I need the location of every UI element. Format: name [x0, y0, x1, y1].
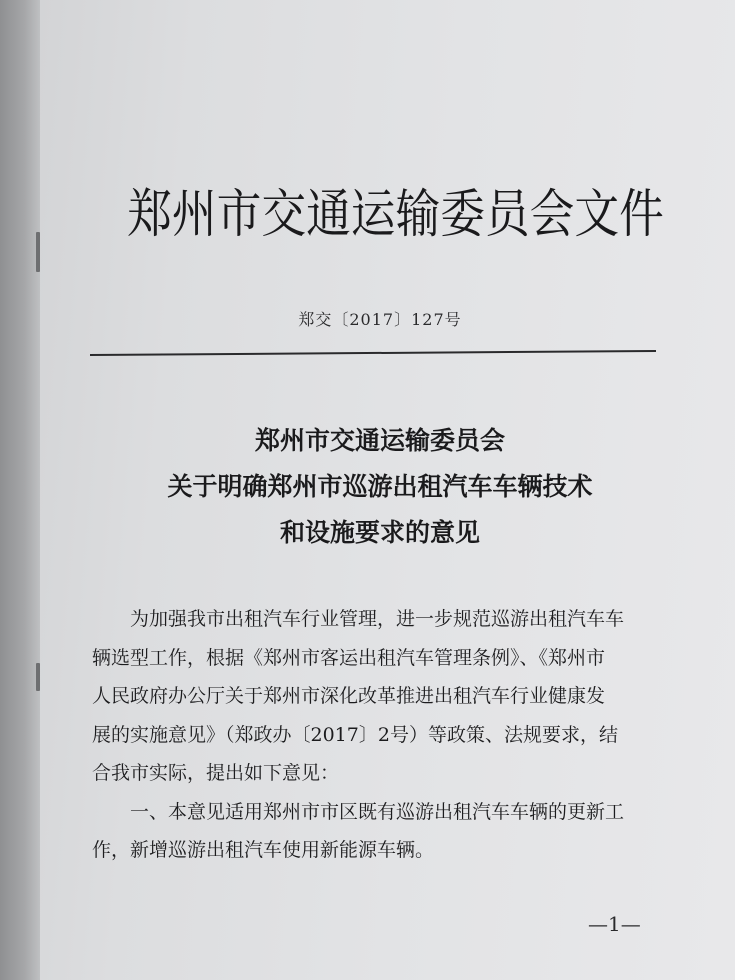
body-line: 一、本意见适用郑州市市区既有巡游出租汽车车辆的更新工: [92, 800, 625, 823]
body-line: 展的实施意见》（郑政办〔2017〕2号）等政策、法规要求，结: [92, 723, 618, 746]
document-body: [92, 600, 692, 870]
body-line: 人民政府办公厅关于郑州市深化改革推进出租汽车行业健康发: [92, 685, 606, 707]
body-line: 为加强我市出租汽车行业管理，进一步规范巡游出租汽车车: [92, 608, 625, 630]
document-subject: [100, 418, 660, 556]
subject-line: 关于明确郑州市巡游出租汽车车辆技术: [167, 472, 593, 501]
subject-line: 和设施要求的意见: [279, 518, 480, 547]
body-line: 合我市实际，提出如下意见：: [92, 762, 340, 784]
page-edge-shadow: [0, 0, 40, 980]
staple-mark: [36, 663, 40, 691]
subject-line: 郑州市交通运输委员会: [254, 426, 505, 455]
page-number: —1—: [588, 912, 641, 936]
document-number: 郑交〔2017〕127号: [298, 310, 462, 329]
body-line: 辆选型工作，根据《郑州市客运出租汽车管理条例》、《郑州市: [92, 646, 606, 669]
staple-mark: [36, 232, 40, 272]
document-header-title: 郑州市交通运输委员会文件: [127, 185, 664, 245]
body-line: 作，新增巡游出租汽车使用新能源车辆。: [92, 839, 435, 861]
